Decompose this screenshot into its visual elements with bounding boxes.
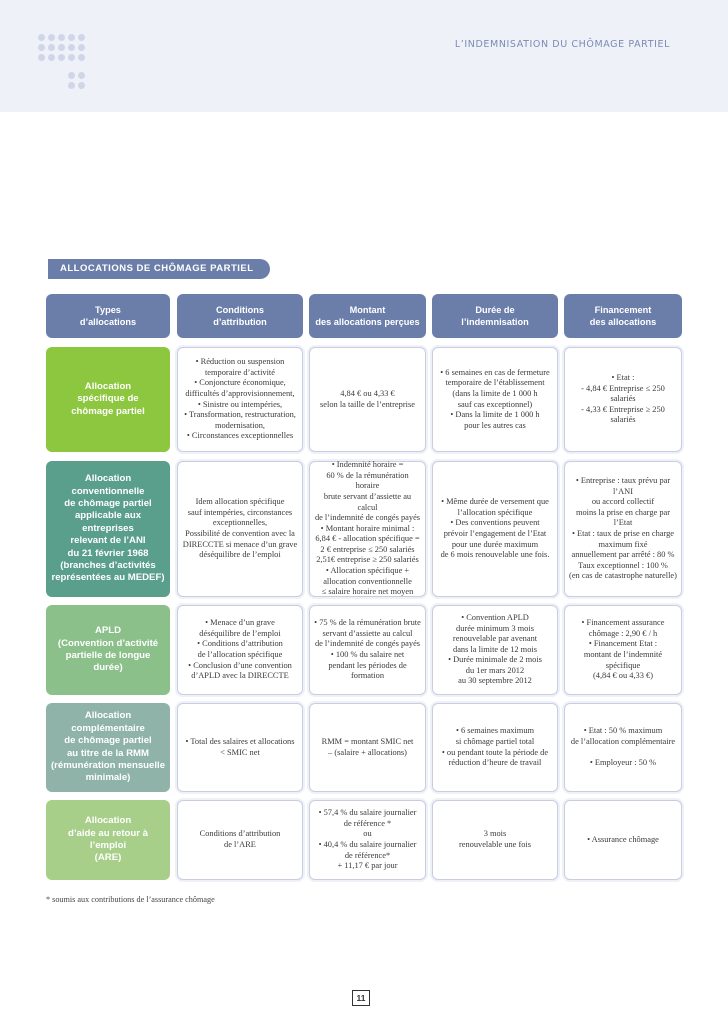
cell-duree-text: 3 mois renouvelable une fois <box>458 829 532 849</box>
header-types-text: Types d’allocations <box>79 305 137 327</box>
cell-montant-text: • 57,4 % du salaire journalier de référence * ou • 40,4 % du salaire journalier de référence* + 11,17 € par jour <box>318 808 417 871</box>
cell-types <box>46 605 170 695</box>
cell-montant-text: • 75 % de la rémunération brute servant d’assiette au calcul de l’indemnité de congés payés • 100 % du salaire net pendant les périodes de formation <box>314 618 421 681</box>
page-number: 11 <box>352 990 370 1006</box>
cell-montant <box>309 347 426 452</box>
header-financement <box>564 294 682 338</box>
table-row <box>46 800 682 880</box>
decorative-dots <box>38 34 85 61</box>
cell-montant-text: RMM = montant SMIC net – (salaire + allocations) <box>321 736 414 757</box>
cell-montant <box>309 605 426 695</box>
cell-conditions-text: Conditions d’attribution de l’ARE <box>199 829 281 849</box>
cell-conditions-text: • Total des salaires et allocations < SMIC net <box>185 736 295 757</box>
cell-financement-text: • Assurance chômage <box>587 834 659 844</box>
cell-duree-text: • 6 semaines maximum si chômage partiel total • ou pendant toute la période de réduction d’heure de travail <box>441 726 549 768</box>
cell-financement-text: • Etat : 50 % maximum de l’allocation complémentaire • Employeur : 50 % <box>570 726 676 768</box>
cell-conditions <box>177 605 303 695</box>
table-row <box>46 347 682 452</box>
cell-types <box>46 461 170 597</box>
cell-conditions <box>177 800 303 880</box>
cell-financement-text: • Etat : - 4,84 € Entreprise ≤ 250 salariés - 4,33 € Entreprise ≥ 250 salariés <box>581 373 665 425</box>
table-row <box>46 461 682 597</box>
cell-duree-text: • 6 semaines en cas de fermeture temporaire de l’établissement (dans la limite de 1 000 h sauf cas exceptionnel) • Dans la limite de 1 000 h pour les autres cas <box>440 367 550 430</box>
table-row <box>46 605 682 695</box>
cell-montant-text: • Indemnité horaire = 60 % de la rémunération horaire brute servant d’assiette au calcul de l’indemnité de congés payés • Montant horaire minimal : 6,84 € - allocation spécifique = 2 € entreprise ≤ 250 salariés 2,51€ entreprise ≥ 250 salariés • Allocation spécifique + allocation conventionnelle ≤ salaire horaire net moyen <box>314 460 421 597</box>
cell-duree-text: • Même durée de versement que l’allocation spécifique • Des conventions peuvent prévoir l’engagement de l’Etat pour une durée maximum de 6 mois renouvelable une fois. <box>440 497 550 560</box>
cell-conditions-text: Idem allocation spécifique sauf intempéries, circonstances exceptionnelles, Possibilité de convention avec la DIRECCTE si menace d’un grave déséquilibre de l’emploi <box>182 497 298 560</box>
top-band <box>0 0 728 112</box>
cell-types-text: Allocation d’aide au retour à l’emploi (ARE) <box>68 815 148 864</box>
cell-financement <box>564 461 682 597</box>
cell-conditions <box>177 461 303 597</box>
cell-duree <box>432 461 558 597</box>
cell-conditions <box>177 703 303 792</box>
cell-types <box>46 347 170 452</box>
cell-duree <box>432 347 558 452</box>
cell-montant <box>309 703 426 792</box>
cell-types-text: Allocation conventionnelle de chômage partiel applicable aux entreprises relevant de l’ANI du 21 février 1968 (branches d’activités représentées au MEDEF) <box>51 473 165 584</box>
cell-montant <box>309 461 426 597</box>
header-montant <box>309 294 426 338</box>
cell-duree <box>432 800 558 880</box>
running-header: L’INDEMNISATION DU CHÔMAGE PARTIEL <box>454 39 670 50</box>
cell-financement <box>564 703 682 792</box>
section-label: ALLOCATIONS DE CHÔMAGE PARTIEL <box>48 259 270 279</box>
cell-financement <box>564 800 682 880</box>
cell-types-text: APLD (Convention d’activité partielle de longue durée) <box>57 625 159 674</box>
cell-types <box>46 800 170 880</box>
cell-financement-text: • Entreprise : taux prévu par l’ANI ou accord collectif moins la prise en charge par l’Etat • Etat : taux de prise en charge maximum fixé annuellement par arrêté : 80 % Taux exceptionnel : 100 % (en cas de catastrophe naturelle) <box>569 476 677 581</box>
cell-montant <box>309 800 426 880</box>
cell-financement-text: • Financement assurance chômage : 2,90 € / h • Financement Etat : montant de l’indemnité spécifique (4,84 € ou 4,33 €) <box>581 618 665 681</box>
cell-conditions-text: • Réduction ou suspension temporaire d’activité • Conjoncture économique, difficultés d’approvisionnement, • Sinistre ou intempéries, • Transformation, restructuration, modernisation, • Circonstances exceptionnelles <box>184 357 296 441</box>
cell-types <box>46 703 170 792</box>
footnote: * soumis aux contributions de l’assurance chômage <box>46 895 215 904</box>
table-header-row <box>46 294 682 338</box>
cell-conditions <box>177 347 303 452</box>
cell-duree <box>432 703 558 792</box>
cell-financement <box>564 347 682 452</box>
header-types <box>46 294 170 338</box>
cell-conditions-text: • Menace d’un grave déséquilibre de l’emploi • Conditions d’attribution de l’allocation spécifique • Conclusion d’une convention d’APLD avec la DIRECCTE <box>188 618 292 681</box>
table-row <box>46 703 682 792</box>
header-conditions <box>177 294 303 338</box>
cell-montant-text: 4,84 € ou 4,33 € selon la taille de l’entreprise <box>320 388 415 409</box>
header-duree-text: Durée de l’indemnisation <box>461 305 529 327</box>
cell-types-text: Allocation spécifique de chômage partiel <box>71 380 145 417</box>
header-conditions-text: Conditions d’attribution <box>213 305 267 327</box>
cell-types-text: Allocation complémentaire de chômage partiel au titre de la RMM (rémunération mensuelle minimale) <box>50 710 166 784</box>
header-duree <box>432 294 558 338</box>
cell-financement <box>564 605 682 695</box>
cell-duree-text: • Convention APLD durée minimum 3 mois renouvelable par avenant dans la limite de 12 mois • Durée minimale de 2 mois du 1er mars 2012 au 30 septembre 2012 <box>448 612 542 686</box>
header-financement-text: Financement des allocations <box>589 305 657 327</box>
header-montant-text: Montant des allocations perçues <box>315 305 420 327</box>
cell-duree <box>432 605 558 695</box>
decorative-dots-small <box>68 72 85 89</box>
